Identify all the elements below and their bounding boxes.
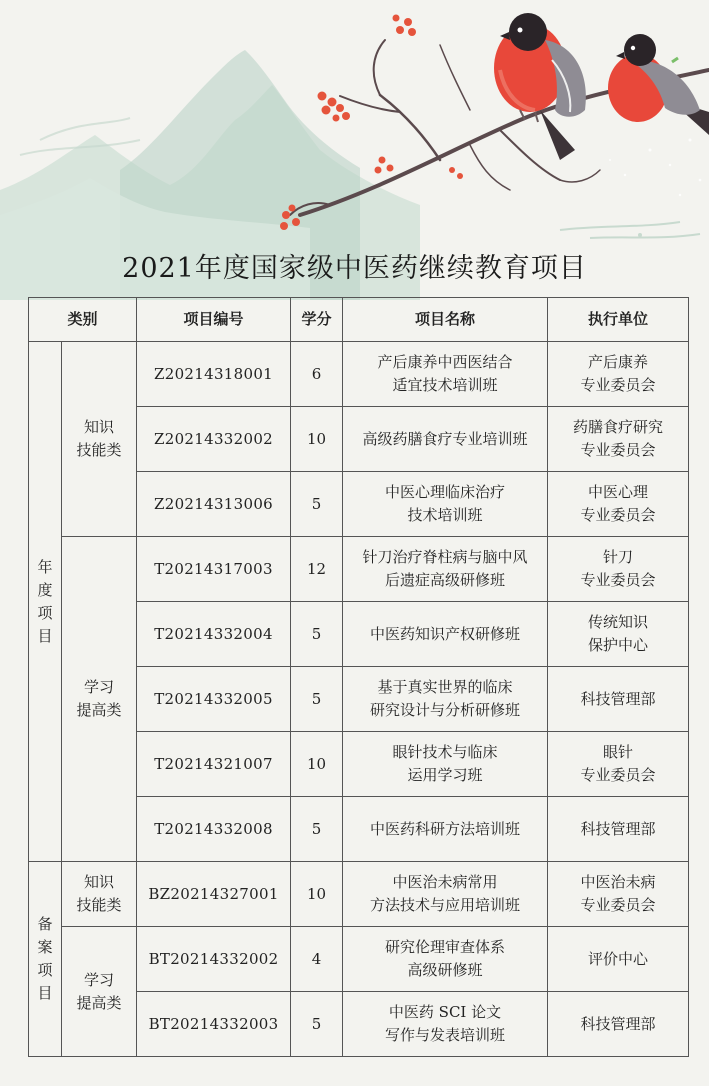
project-code: BZ20214327001 xyxy=(137,862,291,927)
project-code: Z20214318001 xyxy=(137,342,291,407)
project-code: T20214321007 xyxy=(137,732,291,797)
table-row xyxy=(29,537,689,602)
credit-value: 5 xyxy=(291,472,343,537)
header-executing-unit: 执行单位 xyxy=(548,298,689,342)
credit-value: 4 xyxy=(291,927,343,992)
group-label-filed: 备 案 项 目 xyxy=(29,862,62,1057)
executing-unit: 眼针 专业委员会 xyxy=(548,732,689,797)
header-credits: 学分 xyxy=(291,298,343,342)
project-code: T20214317003 xyxy=(137,537,291,602)
table-row xyxy=(29,862,689,927)
executing-unit: 针刀 专业委员会 xyxy=(548,537,689,602)
table-row xyxy=(29,927,689,992)
executing-unit: 科技管理部 xyxy=(548,667,689,732)
subgroup-label: 学习 提高类 xyxy=(62,537,137,862)
project-code: BT20214332002 xyxy=(137,927,291,992)
project-name: 中医心理临床治疗 技术培训班 xyxy=(343,472,548,537)
snow-dots-decoration xyxy=(609,139,701,197)
project-name: 中医药 SCI 论文 写作与发表培训班 xyxy=(343,992,548,1057)
header-project-name: 项目名称 xyxy=(343,298,548,342)
credit-value: 10 xyxy=(291,862,343,927)
subgroup-label: 学习 提高类 xyxy=(62,927,137,1057)
table-header-row xyxy=(29,298,689,342)
project-code: T20214332005 xyxy=(137,667,291,732)
project-name: 中医药科研方法培训班 xyxy=(343,797,548,862)
bullfinch-bird-illustration-2 xyxy=(608,34,709,135)
credit-value: 5 xyxy=(291,667,343,732)
project-name: 中医治未病常用 方法技术与应用培训班 xyxy=(343,862,548,927)
project-code: T20214332008 xyxy=(137,797,291,862)
subgroup-label: 知识 技能类 xyxy=(62,862,137,927)
project-table xyxy=(28,297,689,1057)
page-title: 2021年度国家级中医药继续教育项目 xyxy=(122,253,587,284)
credit-value: 6 xyxy=(291,342,343,407)
project-name: 研究伦理审查体系 高级研修班 xyxy=(343,927,548,992)
project-name: 基于真实世界的临床 研究设计与分析研修班 xyxy=(343,667,548,732)
project-code: Z20214313006 xyxy=(137,472,291,537)
executing-unit: 评价中心 xyxy=(548,927,689,992)
executing-unit: 中医心理 专业委员会 xyxy=(548,472,689,537)
project-name: 产后康养中西医结合 适宜技术培训班 xyxy=(343,342,548,407)
executing-unit: 科技管理部 xyxy=(548,992,689,1057)
project-name: 针刀治疗脊柱病与脑中风 后遗症高级研修班 xyxy=(343,537,548,602)
executing-unit: 药膳食疗研究 专业委员会 xyxy=(548,407,689,472)
project-code: BT20214332003 xyxy=(137,992,291,1057)
project-code: T20214332004 xyxy=(137,602,291,667)
subgroup-label: 知识 技能类 xyxy=(62,342,137,537)
credit-value: 10 xyxy=(291,732,343,797)
credit-value: 5 xyxy=(291,797,343,862)
executing-unit: 中医治未病 专业委员会 xyxy=(548,862,689,927)
credit-value: 12 xyxy=(291,537,343,602)
executing-unit: 科技管理部 xyxy=(548,797,689,862)
project-code: Z20214332002 xyxy=(137,407,291,472)
credit-value: 10 xyxy=(291,407,343,472)
header-category: 类别 xyxy=(29,298,137,342)
group-label-annual: 年 度 项 目 xyxy=(29,342,62,862)
credit-value: 5 xyxy=(291,992,343,1057)
table-row xyxy=(29,342,689,407)
credit-value: 5 xyxy=(291,602,343,667)
project-name: 高级药膳食疗专业培训班 xyxy=(343,407,548,472)
project-name: 眼针技术与临床 运用学习班 xyxy=(343,732,548,797)
executing-unit: 产后康养 专业委员会 xyxy=(548,342,689,407)
project-name: 中医药知识产权研修班 xyxy=(343,602,548,667)
executing-unit: 传统知识 保护中心 xyxy=(548,602,689,667)
header-project-code: 项目编号 xyxy=(137,298,291,342)
